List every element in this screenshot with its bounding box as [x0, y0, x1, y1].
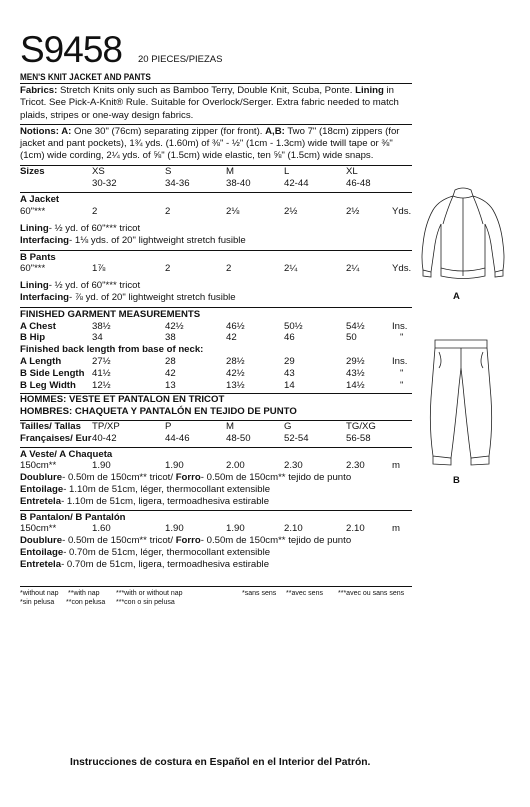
notions-label: Notions: [20, 125, 59, 137]
size-range: 34-36 [165, 177, 190, 189]
spanish-instructions-note: Instrucciones de costura en Español en el Interior del Patrón. [70, 757, 371, 768]
figure-b-label: B [453, 475, 460, 486]
meter-value: 2.30 [346, 460, 365, 472]
footnotes-row [20, 589, 412, 598]
eur-size: 48-50 [226, 432, 251, 444]
fr-title: HOMMES: VESTE ET PANTALON EN TRICOT [20, 394, 225, 406]
tallas-label: Tailles/ Tallas [20, 420, 81, 432]
divider [20, 192, 412, 193]
yardage-value: 2⅛ [226, 206, 240, 218]
es-title: HOMBRES: CHAQUETA Y PANTALÓN EN TEJIDO DE PUNTO [20, 406, 297, 418]
entoilage-label: Entoilage [20, 483, 64, 495]
jacket-title-row [20, 194, 412, 206]
fabrics-text-1: Stretch Knits only such as Bamboo Terry, Double Knit, Scuba, Ponte. [57, 85, 356, 96]
yardage-value: 2¼ [346, 263, 360, 275]
size-range: 42-44 [284, 177, 309, 189]
jacket-illustration [417, 184, 509, 284]
sizes-row [20, 166, 412, 178]
yardage-value: 2 [92, 206, 98, 218]
size-letter: S [165, 165, 172, 177]
footnote: ***with or without nap [116, 590, 183, 598]
pieces-count: 20 PIECES/PIEZAS [138, 54, 223, 65]
lining-text: - ½ yd. of 60"*** tricot [48, 222, 141, 234]
fabric-width: 60"*** [20, 206, 46, 218]
yardage-value: 2 [226, 263, 232, 275]
footnote: *without nap [20, 590, 59, 598]
fabric-width: 150cm** [20, 460, 57, 472]
meter-value: 1.60 [92, 523, 111, 535]
meter-value: 1.90 [226, 523, 245, 535]
size-range: 38-40 [226, 177, 251, 189]
measure-value: 41½ [92, 367, 111, 379]
fabric-width: 150cm** [20, 523, 57, 535]
fabrics-lining-label: Lining [355, 85, 384, 96]
divider [20, 586, 412, 587]
meter-value: 1.90 [165, 460, 184, 472]
notions-ab-label: A,B: [265, 125, 285, 137]
lining-text: - ½ yd. of 60"*** tricot [48, 280, 141, 292]
size-range: 46-48 [346, 177, 371, 189]
unit-label: Ins. [392, 355, 408, 367]
measure-value: 50½ [284, 320, 303, 332]
interfacing-label: Interfacing [20, 234, 70, 246]
measure-label: B Hip [20, 332, 46, 344]
measure-value: 46½ [226, 320, 245, 332]
size-letter: M [226, 165, 234, 177]
veste-entoilage-row [20, 484, 412, 496]
measure-row [20, 356, 412, 368]
unit-label: " [400, 332, 404, 344]
talla: G [284, 420, 292, 432]
pants-interfacing-row [20, 292, 412, 304]
jacket-title: A Jacket [20, 194, 60, 206]
entoilage-text: - 1.10m de 51cm, léger, thermocollant extensible [63, 483, 271, 495]
yardage-value: 2 [165, 206, 171, 218]
pantalon-meter-row [20, 523, 412, 535]
unit-label: m [392, 523, 400, 535]
eur-label: Françaises/ Eur [20, 432, 92, 444]
pattern-envelope-back [20, 30, 412, 607]
interfacing-text: - 1⅛ yds. of 20" lightweight stretch fusible [69, 234, 246, 246]
veste-meter-row [20, 460, 412, 472]
veste-title: A Veste/ A Chaqueta [20, 448, 113, 460]
measure-value: 29½ [346, 355, 365, 367]
meter-value: 1.90 [92, 460, 111, 472]
measure-label: B Leg Width [20, 379, 76, 391]
jacket-lining-row [20, 223, 412, 235]
divider [20, 510, 412, 511]
size-ranges-row [20, 178, 412, 190]
footnote: **avec sens [286, 590, 323, 598]
pantalon-title: B Pantalon/ B Pantalón [20, 511, 126, 523]
yardage-value: 2½ [284, 206, 298, 218]
footnote: **with nap [68, 590, 100, 598]
measure-row [20, 321, 412, 333]
doublure-text: - 0.50m de 150cm** tricot/ [62, 472, 176, 484]
entretela-text: - 0.70m de 51cm, ligera, termoadhesiva estirable [61, 558, 270, 570]
pantalon-entretela-row [20, 559, 412, 571]
entretela-text: - 1.10m de 51cm, ligera, termoadhesiva estirable [61, 495, 270, 507]
forro-text: - 0.50m de 150cm** tejido de punto [200, 472, 352, 484]
finished-title-row [20, 309, 412, 321]
forro-label: Forro [175, 535, 201, 547]
notions-paragraph [20, 125, 412, 165]
measure-value: 13½ [226, 379, 245, 391]
unit-label: " [400, 367, 404, 379]
measure-value: 42½ [165, 320, 184, 332]
footnote: *sin pelusa [20, 599, 55, 607]
measure-value: 42 [226, 332, 237, 344]
fabrics-paragraph [20, 84, 412, 124]
pantalon-entoilage-row [20, 547, 412, 559]
notions-ab-text: Two 7" (18cm) zippers (for jacket and pant pockets), 1¾ yds. (1.60m) of ⅜" - ½" (1cm - 1.3cm) wide twill tape or ⅜" (1cm) wide cording, 2¼ yds. of ⅝" (1.5cm) wide elastic, ten ⅝" (1.5cm) wide snaps. [20, 125, 400, 162]
entretela-label: Entretela [20, 558, 62, 570]
measure-value: 43 [284, 367, 295, 379]
fabrics-label: Fabrics: [20, 85, 58, 96]
measure-value: 38½ [92, 320, 111, 332]
forro-label: Forro [175, 472, 201, 484]
footnotes-row [20, 598, 412, 607]
measure-value: 28½ [226, 355, 245, 367]
lining-label: Lining [20, 222, 49, 234]
pantalon-title-row [20, 512, 412, 524]
eur-size: 40-42 [92, 432, 117, 444]
measure-label: A Length [20, 355, 62, 367]
talla: M [226, 420, 234, 432]
doublure-text: - 0.50m de 150cm** tricot/ [62, 535, 176, 547]
unit-label: Ins. [392, 320, 408, 332]
pants-title-row [20, 252, 412, 264]
yardage-value: 2½ [346, 206, 360, 218]
lining-label: Lining [20, 280, 49, 292]
size-range: 30-32 [92, 177, 117, 189]
interfacing-label: Interfacing [20, 291, 70, 303]
measure-value: 54½ [346, 320, 365, 332]
header [20, 30, 412, 70]
veste-entretela-row [20, 496, 412, 508]
meter-value: 2.30 [284, 460, 303, 472]
back-length-label: Finished back length from base of neck: [20, 344, 204, 356]
unit-label: m [392, 460, 400, 472]
measure-value: 43½ [346, 367, 365, 379]
meter-value: 2.00 [226, 460, 245, 472]
measure-row [20, 380, 412, 392]
entoilage-label: Entoilage [20, 546, 64, 558]
notions-a-text: One 30" (76cm) separating zipper (for front). [71, 125, 266, 137]
eur-size: 56-58 [346, 432, 371, 444]
tallas-row [20, 421, 412, 433]
pants-lining-row [20, 280, 412, 292]
meter-value: 1.90 [165, 523, 184, 535]
sizes-label: Sizes [20, 165, 45, 177]
yardage-value: 2 [165, 263, 171, 275]
jacket-interfacing-row [20, 235, 412, 247]
yardage-value: 1⅞ [92, 263, 106, 275]
measure-label: B Side Length [20, 367, 85, 379]
veste-title-row [20, 449, 412, 461]
figure-a-label: A [453, 291, 460, 302]
measure-value: 38 [165, 332, 176, 344]
pants-illustration [425, 338, 497, 470]
finished-title: FINISHED GARMENT MEASUREMENTS [20, 308, 201, 320]
pattern-number: S9458 [20, 29, 122, 70]
measure-value: 34 [92, 332, 103, 344]
measure-value: 42½ [226, 367, 245, 379]
measure-label: A Chest [20, 320, 56, 332]
meter-value: 2.10 [346, 523, 365, 535]
entretela-label: Entretela [20, 495, 62, 507]
notions-a-label: A: [58, 125, 72, 137]
measure-value: 12½ [92, 379, 111, 391]
measure-row [20, 368, 412, 380]
measure-value: 14½ [346, 379, 365, 391]
measure-value: 28 [165, 355, 176, 367]
measure-value: 27½ [92, 355, 111, 367]
divider [20, 447, 412, 448]
pattern-title: MEN'S KNIT JACKET AND PANTS [20, 72, 151, 83]
measure-value: 50 [346, 332, 357, 344]
unit-label: Yds. [392, 263, 412, 275]
measure-value: 46 [284, 332, 295, 344]
footnote: ***con o sin pelusa [116, 599, 175, 607]
doublure-label: Doublure [20, 535, 63, 547]
pantalon-doublure-row [20, 535, 412, 547]
interfacing-text: - ⅞ yd. of 20" lightweight stretch fusible [69, 291, 236, 303]
yardage-value: 2¼ [284, 263, 298, 275]
eur-row [20, 433, 412, 445]
doublure-label: Doublure [20, 472, 63, 484]
measure-value: 29 [284, 355, 295, 367]
talla: TG/XG [346, 420, 376, 432]
pants-title: B Pants [20, 251, 56, 263]
size-letter: XS [92, 165, 105, 177]
divider [20, 250, 412, 251]
footnote: **con pelusa [66, 599, 106, 607]
spanish-title-row [20, 406, 412, 418]
footnote: *sans sens [242, 590, 277, 598]
measure-value: 14 [284, 379, 295, 391]
jacket-yardage-row [20, 206, 412, 218]
divider [20, 307, 412, 308]
measure-value: 13 [165, 379, 176, 391]
forro-text: - 0.50m de 150cm** tejido de punto [200, 535, 352, 547]
fabric-width: 60"*** [20, 263, 46, 275]
meter-value: 2.10 [284, 523, 303, 535]
eur-size: 44-46 [165, 432, 190, 444]
talla: P [165, 420, 172, 432]
measure-row [20, 332, 412, 344]
pants-yardage-row [20, 263, 412, 275]
measure-value: 42 [165, 367, 176, 379]
entoilage-text: - 0.70m de 51cm, léger, thermocollant extensible [63, 546, 271, 558]
back-length-row [20, 344, 412, 356]
unit-label: Yds. [392, 206, 412, 218]
fabrics-text-2: in Tricot. See Pick-A-Knit® Rule. Suitable for Overlock/Serger. Extra fabric needed to match plaids, stripes or one-way design fabrics. [20, 85, 399, 121]
spanish-title-row [20, 394, 412, 406]
size-letter: L [284, 165, 290, 177]
eur-size: 52-54 [284, 432, 309, 444]
unit-label: " [400, 379, 404, 391]
talla: TP/XP [92, 420, 120, 432]
size-letter: XL [346, 165, 358, 177]
footnote: ***avec ou sans sens [338, 590, 405, 598]
veste-doublure-row [20, 472, 412, 484]
